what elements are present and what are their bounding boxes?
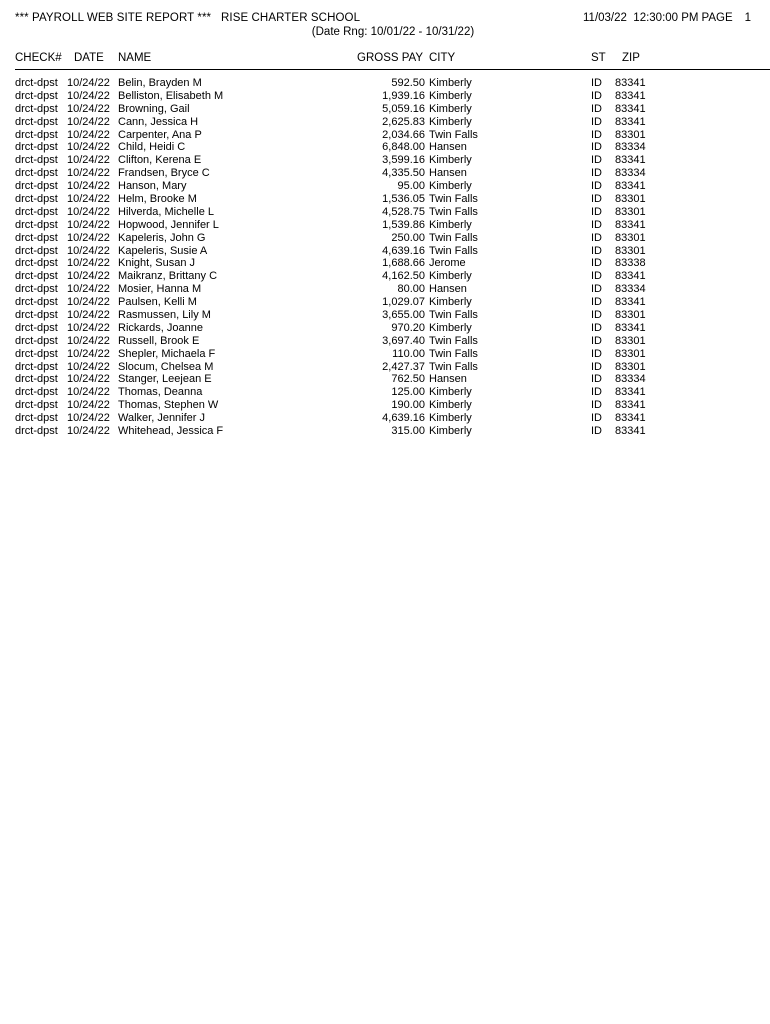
city-cell: Kimberly — [429, 399, 472, 412]
table-row — [0, 180, 770, 193]
check-cell: drct-dpst — [15, 180, 58, 193]
zip-cell: 83341 — [615, 154, 646, 167]
check-cell: drct-dpst — [15, 373, 58, 386]
page-label: PAGE — [701, 12, 733, 24]
city-cell: Kimberly — [429, 296, 472, 309]
date-cell: 10/24/22 — [67, 296, 110, 309]
table-row — [0, 425, 770, 438]
state-cell: ID — [591, 244, 602, 257]
state-cell: ID — [591, 270, 602, 283]
date-cell: 10/24/22 — [67, 257, 110, 270]
city-cell: Kimberly — [429, 89, 472, 102]
state-cell: ID — [591, 89, 602, 102]
city-cell: Twin Falls — [429, 360, 478, 373]
city-cell: Twin Falls — [429, 193, 478, 206]
date-cell: 10/24/22 — [67, 89, 110, 102]
name-cell: Whitehead, Jessica F — [118, 425, 224, 438]
check-cell: drct-dpst — [15, 141, 58, 154]
header-divider — [15, 69, 770, 70]
zip-cell: 83301 — [615, 205, 646, 218]
col-header-city: CITY — [429, 52, 456, 64]
gross-pay-cell: 4,335.50 — [382, 167, 425, 180]
city-cell: Kimberly — [429, 218, 472, 231]
state-cell: ID — [591, 373, 602, 386]
state-cell: ID — [591, 154, 602, 167]
zip-cell: 83341 — [615, 425, 646, 438]
name-cell: Child, Heidi C — [118, 141, 186, 154]
name-cell: Clifton, Kerena E — [118, 154, 202, 167]
payroll-table — [0, 77, 770, 438]
city-cell: Kimberly — [429, 77, 472, 89]
city-cell: Kimberly — [429, 386, 472, 399]
check-cell: drct-dpst — [15, 154, 58, 167]
date-cell: 10/24/22 — [67, 270, 110, 283]
state-cell: ID — [591, 399, 602, 412]
table-row — [0, 116, 770, 129]
table-row — [0, 361, 770, 374]
city-cell: Kimberly — [429, 154, 472, 167]
table-row — [0, 103, 770, 116]
name-cell: Frandsen, Bryce C — [118, 167, 210, 180]
page-number: 1 — [744, 12, 752, 24]
check-cell: drct-dpst — [15, 425, 58, 438]
state-cell: ID — [591, 425, 602, 438]
city-cell: Jerome — [429, 257, 466, 270]
check-cell: drct-dpst — [15, 102, 58, 115]
check-cell: drct-dpst — [15, 89, 58, 102]
gross-pay-cell: 4,162.50 — [382, 270, 425, 283]
date-cell: 10/24/22 — [67, 412, 110, 425]
city-cell: Hansen — [429, 141, 467, 154]
zip-cell: 83301 — [615, 193, 646, 206]
state-cell: ID — [591, 296, 602, 309]
zip-cell: 83301 — [615, 244, 646, 257]
table-row — [0, 348, 770, 361]
zip-cell: 83341 — [615, 102, 646, 115]
city-cell: Twin Falls — [429, 244, 478, 257]
table-row — [0, 167, 770, 180]
state-cell: ID — [591, 412, 602, 425]
zip-cell: 83334 — [615, 167, 646, 180]
table-row — [0, 386, 770, 399]
name-cell: Carpenter, Ana P — [118, 128, 202, 141]
name-cell: Rasmussen, Lily M — [118, 309, 211, 322]
city-cell: Kimberly — [429, 270, 472, 283]
col-header-zip: ZIP — [622, 52, 640, 64]
col-header-check: CHECK# — [15, 52, 62, 64]
gross-pay-cell: 3,697.40 — [382, 334, 425, 347]
state-cell: ID — [591, 205, 602, 218]
date-cell: 10/24/22 — [67, 360, 110, 373]
state-cell: ID — [591, 167, 602, 180]
city-cell: Twin Falls — [429, 231, 478, 244]
gross-pay-cell: 95.00 — [397, 180, 425, 193]
check-cell: drct-dpst — [15, 270, 58, 283]
city-cell: Kimberly — [429, 180, 472, 193]
zip-cell: 83341 — [615, 270, 646, 283]
date-cell: 10/24/22 — [67, 334, 110, 347]
table-row — [0, 257, 770, 270]
date-cell: 10/24/22 — [67, 154, 110, 167]
gross-pay-cell: 250.00 — [391, 231, 425, 244]
gross-pay-cell: 970.20 — [391, 321, 425, 334]
zip-cell: 83341 — [615, 180, 646, 193]
city-cell: Kimberly — [429, 102, 472, 115]
name-cell: Knight, Susan J — [118, 257, 196, 270]
table-row — [0, 335, 770, 348]
date-cell: 10/24/22 — [67, 115, 110, 128]
zip-cell: 83341 — [615, 386, 646, 399]
report-title: *** PAYROLL WEB SITE REPORT *** RISE CHARTER SCHOOL — [15, 12, 361, 24]
state-cell: ID — [591, 141, 602, 154]
table-row — [0, 245, 770, 258]
date-cell: 10/24/22 — [67, 231, 110, 244]
check-cell: drct-dpst — [15, 399, 58, 412]
table-row — [0, 232, 770, 245]
name-cell: Hanson, Mary — [118, 180, 187, 193]
col-header-date: DATE — [74, 52, 104, 64]
check-cell: drct-dpst — [15, 193, 58, 206]
check-cell: drct-dpst — [15, 360, 58, 373]
gross-pay-cell: 3,599.16 — [382, 154, 425, 167]
gross-pay-cell: 5,059.16 — [382, 102, 425, 115]
state-cell: ID — [591, 283, 602, 296]
table-row — [0, 270, 770, 283]
city-cell: Twin Falls — [429, 334, 478, 347]
city-cell: Twin Falls — [429, 309, 478, 322]
state-cell: ID — [591, 386, 602, 399]
date-cell: 10/24/22 — [67, 386, 110, 399]
name-cell: Maikranz, Brittany C — [118, 270, 218, 283]
date-cell: 10/24/22 — [67, 102, 110, 115]
name-cell: Russell, Brook E — [118, 334, 200, 347]
date-cell: 10/24/22 — [67, 373, 110, 386]
check-cell: drct-dpst — [15, 205, 58, 218]
state-cell: ID — [591, 128, 602, 141]
zip-cell: 83338 — [615, 257, 646, 270]
date-cell: 10/24/22 — [67, 425, 110, 438]
check-cell: drct-dpst — [15, 115, 58, 128]
city-cell: Hansen — [429, 373, 467, 386]
table-row — [0, 193, 770, 206]
city-cell: Hansen — [429, 167, 467, 180]
zip-cell: 83341 — [615, 296, 646, 309]
zip-cell: 83341 — [615, 77, 646, 89]
state-cell: ID — [591, 309, 602, 322]
gross-pay-cell: 4,639.16 — [382, 244, 425, 257]
name-cell: Walker, Jennifer J — [118, 412, 206, 425]
name-cell: Belliston, Elisabeth M — [118, 89, 224, 102]
state-cell: ID — [591, 321, 602, 334]
gross-pay-cell: 2,625.83 — [382, 115, 425, 128]
date-cell: 10/24/22 — [67, 193, 110, 206]
col-header-name: NAME — [118, 52, 152, 64]
state-cell: ID — [591, 218, 602, 231]
table-row — [0, 77, 770, 90]
date-cell: 10/24/22 — [67, 218, 110, 231]
report-timestamp: 11/03/22 12:30:00 PM — [583, 12, 699, 24]
name-cell: Helm, Brooke M — [118, 193, 197, 206]
name-cell: Hilverda, Michelle L — [118, 205, 214, 218]
check-cell: drct-dpst — [15, 218, 58, 231]
gross-pay-cell: 6,848.00 — [382, 141, 425, 154]
gross-pay-cell: 1,688.66 — [382, 257, 425, 270]
date-cell: 10/24/22 — [67, 167, 110, 180]
check-cell: drct-dpst — [15, 334, 58, 347]
table-row — [0, 412, 770, 425]
table-row — [0, 373, 770, 386]
name-cell: Stanger, Leejean E — [118, 373, 212, 386]
name-cell: Kapeleris, Susie A — [118, 244, 208, 257]
state-cell: ID — [591, 360, 602, 373]
name-cell: Rickards, Joanne — [118, 321, 203, 334]
table-row — [0, 296, 770, 309]
name-cell: Paulsen, Kelli M — [118, 296, 197, 309]
table-row — [0, 309, 770, 322]
gross-pay-cell: 2,034.66 — [382, 128, 425, 141]
check-cell: drct-dpst — [15, 309, 58, 322]
zip-cell: 83341 — [615, 218, 646, 231]
col-header-st: ST — [591, 52, 606, 64]
gross-pay-cell: 592.50 — [391, 77, 425, 89]
zip-cell: 83341 — [615, 399, 646, 412]
state-cell: ID — [591, 193, 602, 206]
state-cell: ID — [591, 334, 602, 347]
table-row — [0, 322, 770, 335]
gross-pay-cell: 2,427.37 — [382, 360, 425, 373]
check-cell: drct-dpst — [15, 231, 58, 244]
name-cell: Mosier, Hanna M — [118, 283, 202, 296]
state-cell: ID — [591, 257, 602, 270]
gross-pay-cell: 1,029.07 — [382, 296, 425, 309]
check-cell: drct-dpst — [15, 283, 58, 296]
table-row — [0, 219, 770, 232]
name-cell: Belin, Brayden M — [118, 77, 202, 89]
zip-cell: 83301 — [615, 347, 646, 360]
table-row — [0, 399, 770, 412]
gross-pay-cell: 315.00 — [391, 425, 425, 438]
city-cell: Kimberly — [429, 425, 472, 438]
name-cell: Hopwood, Jennifer L — [118, 218, 219, 231]
date-cell: 10/24/22 — [67, 77, 110, 89]
check-cell: drct-dpst — [15, 244, 58, 257]
state-cell: ID — [591, 231, 602, 244]
date-range: (Date Rng: 10/01/22 - 10/31/22) — [311, 26, 475, 38]
state-cell: ID — [591, 115, 602, 128]
check-cell: drct-dpst — [15, 77, 58, 89]
check-cell: drct-dpst — [15, 296, 58, 309]
city-cell: Kimberly — [429, 321, 472, 334]
zip-cell: 83341 — [615, 115, 646, 128]
check-cell: drct-dpst — [15, 412, 58, 425]
date-cell: 10/24/22 — [67, 347, 110, 360]
date-cell: 10/24/22 — [67, 128, 110, 141]
zip-cell: 83341 — [615, 89, 646, 102]
check-cell: drct-dpst — [15, 386, 58, 399]
check-cell: drct-dpst — [15, 257, 58, 270]
city-cell: Twin Falls — [429, 128, 478, 141]
city-cell: Kimberly — [429, 115, 472, 128]
check-cell: drct-dpst — [15, 347, 58, 360]
gross-pay-cell: 4,639.16 — [382, 412, 425, 425]
gross-pay-cell: 1,939.16 — [382, 89, 425, 102]
zip-cell: 83334 — [615, 373, 646, 386]
table-row — [0, 206, 770, 219]
gross-pay-cell: 3,655.00 — [382, 309, 425, 322]
zip-cell: 83301 — [615, 309, 646, 322]
state-cell: ID — [591, 347, 602, 360]
date-cell: 10/24/22 — [67, 180, 110, 193]
report-timestamp-page — [583, 12, 751, 24]
zip-cell: 83334 — [615, 141, 646, 154]
date-cell: 10/24/22 — [67, 244, 110, 257]
city-cell: Twin Falls — [429, 205, 478, 218]
zip-cell: 83301 — [615, 360, 646, 373]
state-cell: ID — [591, 180, 602, 193]
zip-cell: 83341 — [615, 412, 646, 425]
name-cell: Shepler, Michaela F — [118, 347, 216, 360]
table-row — [0, 141, 770, 154]
date-cell: 10/24/22 — [67, 321, 110, 334]
table-row — [0, 154, 770, 167]
gross-pay-cell: 190.00 — [391, 399, 425, 412]
name-cell: Cann, Jessica H — [118, 115, 199, 128]
zip-cell: 83334 — [615, 283, 646, 296]
table-row — [0, 129, 770, 142]
gross-pay-cell: 1,539.86 — [382, 218, 425, 231]
col-header-gross-pay: GROSS PAY — [357, 52, 424, 64]
date-cell: 10/24/22 — [67, 283, 110, 296]
city-cell: Hansen — [429, 283, 467, 296]
gross-pay-cell: 110.00 — [392, 347, 425, 360]
state-cell: ID — [591, 102, 602, 115]
table-row — [0, 283, 770, 296]
state-cell: ID — [591, 77, 602, 89]
name-cell: Kapeleris, John G — [118, 231, 206, 244]
date-cell: 10/24/22 — [67, 141, 110, 154]
zip-cell: 83301 — [615, 334, 646, 347]
date-cell: 10/24/22 — [67, 309, 110, 322]
date-cell: 10/24/22 — [67, 205, 110, 218]
table-row — [0, 90, 770, 103]
name-cell: Slocum, Chelsea M — [118, 360, 214, 373]
zip-cell: 83301 — [615, 231, 646, 244]
city-cell: Kimberly — [429, 412, 472, 425]
city-cell: Twin Falls — [429, 347, 478, 360]
zip-cell: 83341 — [615, 321, 646, 334]
gross-pay-cell: 4,528.75 — [382, 205, 425, 218]
check-cell: drct-dpst — [15, 321, 58, 334]
gross-pay-cell: 762.50 — [391, 373, 425, 386]
gross-pay-cell: 80.00 — [397, 283, 425, 296]
gross-pay-cell: 125.00 — [391, 386, 425, 399]
date-cell: 10/24/22 — [67, 399, 110, 412]
gross-pay-cell: 1,536.05 — [382, 193, 425, 206]
check-cell: drct-dpst — [15, 167, 58, 180]
check-cell: drct-dpst — [15, 128, 58, 141]
zip-cell: 83301 — [615, 128, 646, 141]
name-cell: Thomas, Deanna — [118, 386, 203, 399]
name-cell: Browning, Gail — [118, 102, 190, 115]
name-cell: Thomas, Stephen W — [118, 399, 219, 412]
